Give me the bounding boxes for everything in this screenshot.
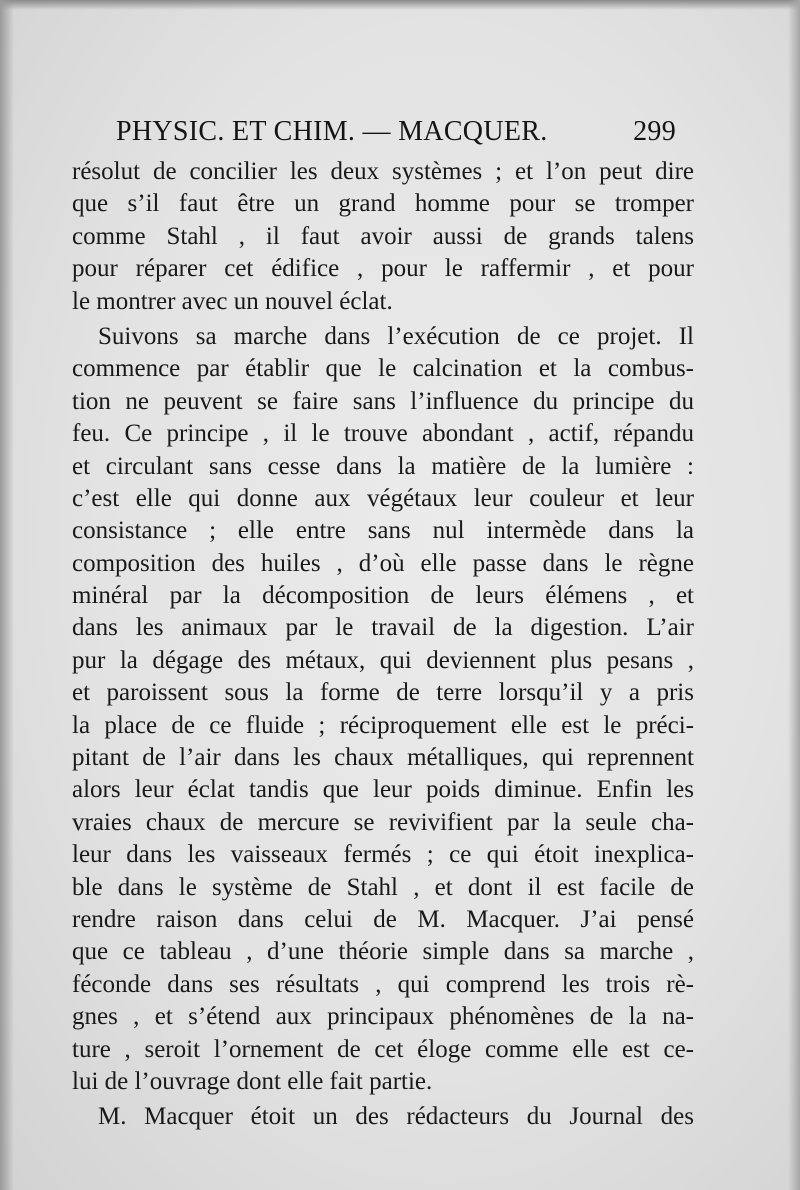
paragraph xyxy=(72,156,694,318)
paragraph xyxy=(72,1101,694,1133)
text-line: leur dans les vaisseaux fermés ; ce qui étoit inexplica- xyxy=(72,841,694,869)
text-line: et paroissent sous la forme de terre lorsqu’il y a pris xyxy=(72,679,694,707)
text-line: tion ne peuvent se faire sans l’influence du principe du xyxy=(72,387,694,415)
text-line: c’est elle qui donne aux végétaux leur couleur et leur xyxy=(72,484,694,512)
text-line: vraies chaux de mercure se revivifient par la seule cha- xyxy=(72,808,694,836)
text-line: feu. Ce principe , il le trouve abondant , actif, répandu xyxy=(72,420,694,448)
text-line: résolut de concilier les deux systèmes ; et l’on peut dire xyxy=(72,158,694,185)
page-number: 299 xyxy=(633,116,676,147)
text-line: pitant de l’air dans les chaux métalliques, qui reprennent xyxy=(72,744,694,772)
page-right-edge-shadow xyxy=(788,0,800,1190)
text-line: le montrer avec un nouvel éclat. xyxy=(72,287,393,315)
text-line: minéral par la décomposition de leurs élémens , et xyxy=(72,582,694,610)
text-line: que s’il faut être un grand homme pour se tromper xyxy=(72,190,694,218)
page-left-edge-shadow xyxy=(0,0,14,1190)
text-line: gnes , et s’étend aux principaux phénomènes de la na- xyxy=(72,1003,694,1031)
text-line: féconde dans ses résultats , qui comprend les trois rè- xyxy=(72,970,694,998)
paragraph xyxy=(72,321,694,1098)
text-line: alors leur éclat tandis que leur poids diminue. Enfin les xyxy=(72,776,694,804)
text-line: rendre raison dans celui de M. Macquer. J’ai pensé xyxy=(72,905,694,933)
text-line: dans les animaux par le travail de la digestion. L’air xyxy=(72,614,694,642)
text-line: ture , seroit l’ornement de cet éloge comme elle est ce- xyxy=(72,1035,694,1063)
page-top-edge-shadow xyxy=(0,0,800,10)
text-line: ble dans le système de Stahl , et dont il est facile de xyxy=(72,873,694,901)
text-line: lui de l’ouvrage dont elle fait partie. xyxy=(72,1067,433,1095)
body-text xyxy=(72,156,694,1134)
text-line: pour réparer cet édifice , pour le raffermir , et pour xyxy=(72,255,694,283)
text-line: composition des huiles , d’où elle passe dans le règne xyxy=(72,549,694,577)
text-line: comme Stahl , il faut avoir aussi de grands talens xyxy=(72,222,694,250)
running-title: PHYSIC. ET CHIM. — MACQUER. xyxy=(116,116,548,147)
text-line: pur la dégage des métaux, qui deviennent plus pesans , xyxy=(72,646,694,674)
text-line: consistance ; elle entre sans nul intermède dans la xyxy=(72,517,694,545)
text-line: et circulant sans cesse dans la matière de la lumière : xyxy=(72,452,694,480)
text-line: la place de ce fluide ; réciproquement elle est le préci- xyxy=(72,711,694,739)
text-line: M. Macquer étoit un des rédacteurs du Journal des xyxy=(98,1103,694,1131)
text-line: Suivons sa marche dans l’exécution de ce projet. Il xyxy=(98,322,694,350)
text-line: que ce tableau , d’une théorie simple dans sa marche , xyxy=(72,938,694,966)
running-header xyxy=(116,116,676,152)
text-line: commence par établir que le calcination et la combus- xyxy=(72,355,694,383)
